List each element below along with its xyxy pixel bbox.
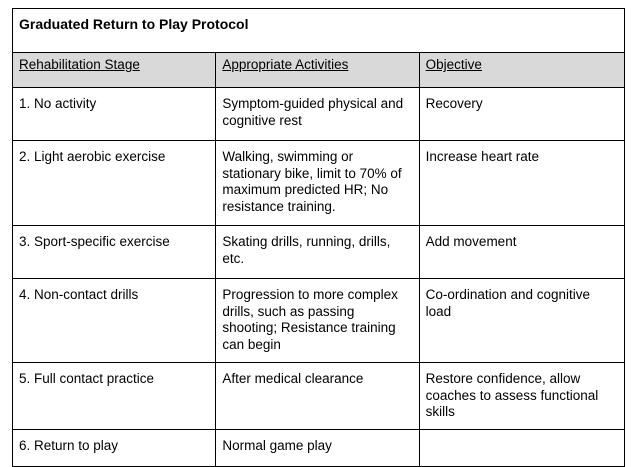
table-row	[13, 226, 625, 279]
objective-cell: Increase heart rate	[419, 141, 624, 226]
stage-cell: 2. Light aerobic exercise	[13, 141, 216, 226]
table-row	[13, 141, 625, 226]
table-title: Graduated Return to Play Protocol	[13, 9, 625, 53]
stage-cell: 4. Non-contact drills	[13, 279, 216, 363]
activities-cell: Symptom-guided physical and cognitive rest	[216, 88, 419, 141]
table-row	[13, 363, 625, 430]
activities-cell: Walking, swimming or stationary bike, limit to 70% of maximum predicted HR; No resistance training.	[216, 141, 419, 226]
activities-cell: After medical clearance	[216, 363, 419, 430]
header-activities: Appropriate Activities	[216, 53, 419, 88]
header-objective: Objective	[419, 53, 624, 88]
stage-cell: 6. Return to play	[13, 430, 216, 467]
stage-cell: 1. No activity	[13, 88, 216, 141]
activities-cell: Progression to more complex drills, such as passing shooting; Resistance training can begin	[216, 279, 419, 363]
objective-cell: Co-ordination and cognitive load	[419, 279, 624, 363]
activities-cell: Skating drills, running, drills, etc.	[216, 226, 419, 279]
activities-cell: Normal game play	[216, 430, 419, 467]
objective-cell	[419, 430, 624, 467]
stage-cell: 5. Full contact practice	[13, 363, 216, 430]
table-row	[13, 88, 625, 141]
objective-cell: Restore confidence, allow coaches to assess functional skills	[419, 363, 624, 430]
stage-cell: 3. Sport-specific exercise	[13, 226, 216, 279]
protocol-table	[12, 8, 625, 467]
table-row	[13, 430, 625, 467]
objective-cell: Recovery	[419, 88, 624, 141]
table-row	[13, 279, 625, 363]
objective-cell: Add movement	[419, 226, 624, 279]
title-row	[13, 9, 625, 53]
header-stage: Rehabilitation Stage	[13, 53, 216, 88]
header-row	[13, 53, 625, 88]
